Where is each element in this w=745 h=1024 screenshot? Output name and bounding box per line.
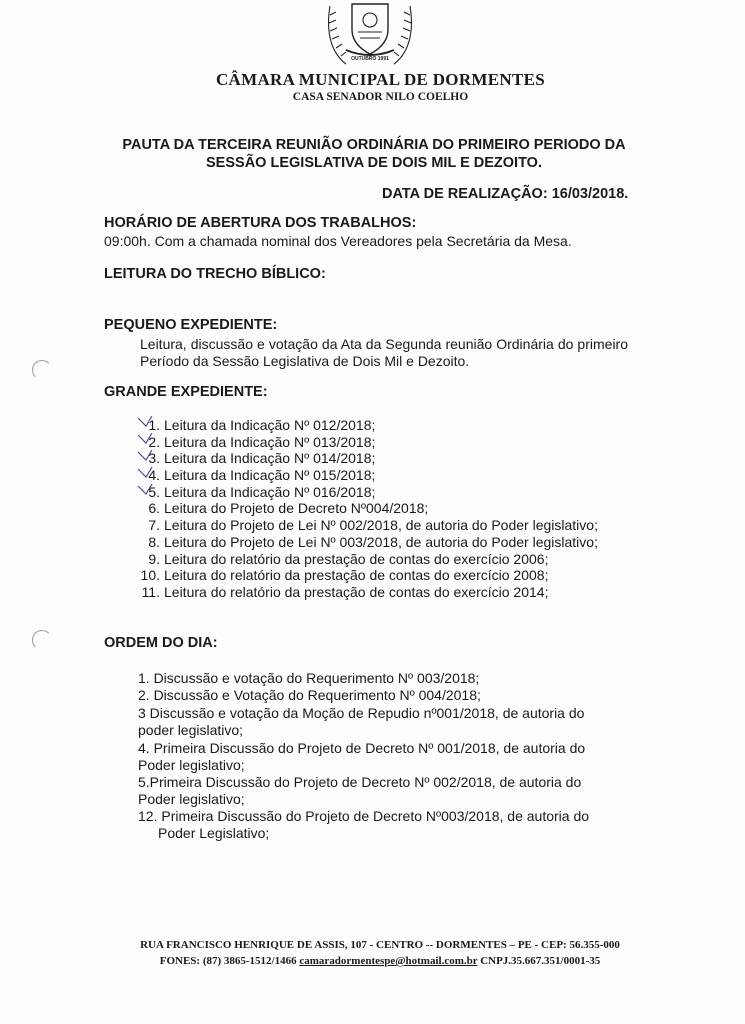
list-item: 5. Leitura da Indicação Nº 016/2018; [148, 483, 376, 500]
footer-contacts [60, 953, 700, 969]
punch-hole-mark [32, 360, 52, 380]
punch-hole-mark [32, 630, 52, 650]
order-item: 1. Discussão e votação do Requerimento Nº 003/2018; [138, 670, 480, 686]
order-item: 4. Primeira Discussão do Projeto de Decreto Nº 001/2018, de autoria do Poder legislativo; [138, 740, 586, 773]
pen-check-marks [136, 414, 158, 504]
footer-email-link[interactable]: camaradormentespe@hotmail.com.br [299, 955, 478, 967]
list-item: 9. Leitura do relatório da prestação de contas do exercício 2006; [148, 550, 549, 567]
list-item: 7. Leitura do Projeto de Lei Nº 002/2018, de autoria do Poder legislativo; [148, 517, 598, 534]
order-item: 5.Primeira Discussão do Projeto de Decreto Nº 002/2018, de autoria do Poder legislativo; [138, 774, 582, 807]
list-item: 1. Leitura da Indicação Nº 012/2018; [148, 417, 376, 433]
crest-banner-text: OUTUBRO 1991 [351, 56, 389, 62]
bible-reading-heading: LEITURA DO TRECHO BÍBLICO: [104, 266, 326, 282]
list-item: 2. Leitura da Indicação Nº 013/2018; [148, 433, 376, 450]
opening-text: 09:00h. Com a chamada nominal dos Vereadores pela Secretária da Mesa. [104, 233, 572, 249]
list-item: 6. Leitura do Projeto de Decreto Nº004/2018; [148, 500, 429, 517]
order-item: 3 Discussão e votação da Moção de Repudio nº001/2018, de autoria do poder legislativo; [138, 705, 585, 738]
agenda-title-line1: PAUTA DA TERCEIRA REUNIÃO ORDINÁRIA DO PRIMEIRO PERIODO DA [122, 137, 626, 153]
footer-address: RUA FRANCISCO HENRIQUE DE ASSIS, 107 - CENTRO -- DORMENTES – PE - CEP: 56.355-000 [140, 939, 620, 951]
chamber-name: CÂMARA MUNICIPAL DE DORMENTES [215, 70, 546, 89]
order-item: 2. Discussão e Votação do Requerimento Nº 004/2018; [138, 687, 481, 703]
large-agenda-list [138, 417, 598, 601]
footer-cnpj: CNPJ.35.667.351/0001-35 [480, 955, 601, 967]
opening-heading: HORÁRIO DE ABERTURA DOS TRABALHOS: [104, 215, 417, 231]
list-item: 3. Leitura da Indicação Nº 014/2018; [148, 450, 376, 467]
footer-phones: FONES: (87) 3865-1512/1466 [159, 955, 297, 967]
order-of-day-heading: ORDEM DO DIA: [104, 635, 218, 651]
small-agenda-text: Leitura, discussão e votação da Ata da Segunda reunião Ordinária do primeiro Período da Sessão Legislativa de Dois Mil e Dezoito. [140, 336, 628, 369]
order-item: 12. Primeira Discussão do Projeto de Decreto Nº003/2018, de autoria do Poder Legislativo; [138, 808, 590, 841]
list-item: 4. Leitura da Indicação Nº 015/2018; [148, 467, 376, 484]
agenda-title [104, 136, 644, 172]
list-item: 11. Leitura do relatório da prestação de contas do exercício 2014; [141, 583, 549, 600]
small-agenda-heading: PEQUENO EXPEDIENTE: [104, 317, 278, 333]
agenda-title-line2: SESSÃO LEGISLATIVA DE DOIS MIL E DEZOITO. [206, 155, 542, 171]
large-agenda-heading: GRANDE EXPEDIENTE: [104, 384, 268, 400]
chamber-crest-logo [316, 2, 424, 66]
house-name: CASA SENADOR NILO COELHO [292, 91, 469, 103]
list-item: 10. Leitura do relatório da prestação de contas do exercício 2008; [140, 567, 549, 584]
list-item: 8. Leitura do Projeto de Lei Nº 003/2018, de autoria do Poder legislativo; [148, 533, 598, 550]
footer [60, 937, 700, 969]
meeting-date: DATA DE REALIZAÇÃO: 16/03/2018. [382, 186, 629, 202]
